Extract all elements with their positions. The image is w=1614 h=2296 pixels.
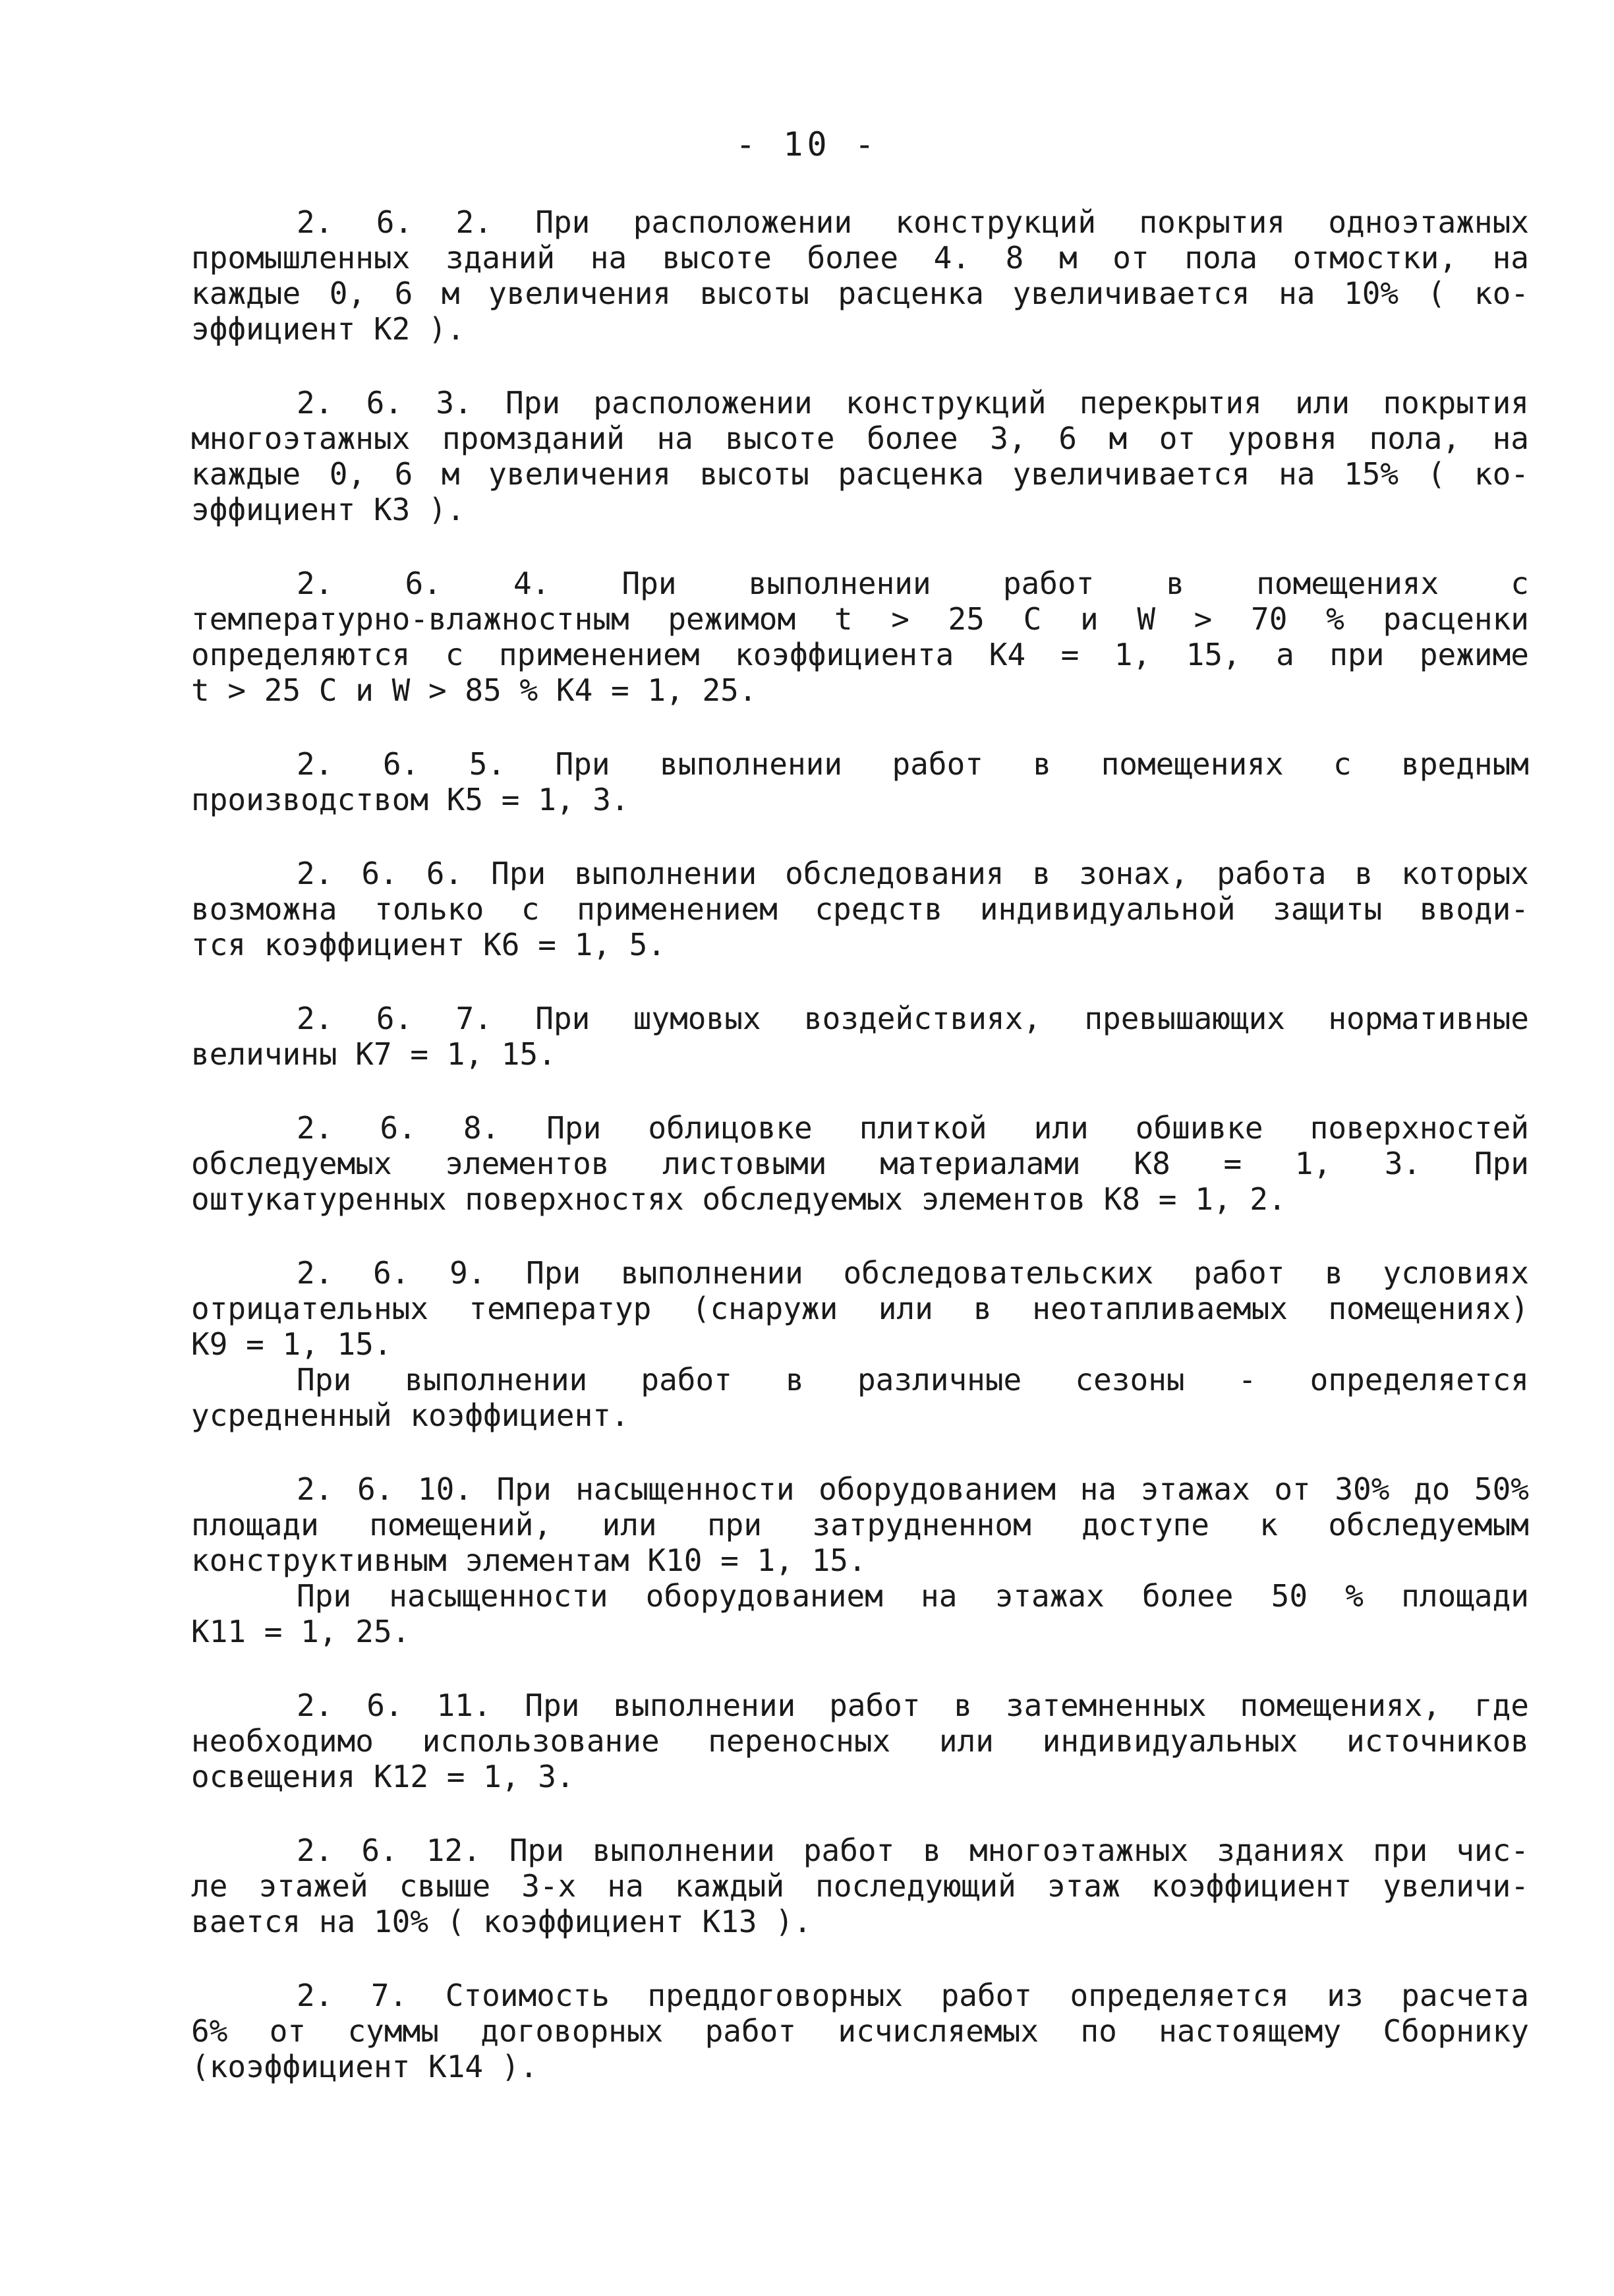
paragraph-2-6-10: [191, 1471, 1529, 1649]
paragraph-line: усредненный коэффициент.: [191, 1398, 629, 1433]
paragraph-line: 2. 6. 4. При выполнении работ в помещениях с: [297, 566, 1529, 601]
paragraph-2-6-6: [191, 856, 1529, 962]
paragraph-line: возможна только с применением средств индивидуальной защиты вводи-: [191, 891, 1529, 927]
paragraph-line: промышленных зданий на высоте более 4. 8 м от пола отмостки, на: [191, 240, 1529, 276]
paragraph-line: t > 25 С и W > 85 % К4 = 1, 25.: [191, 672, 757, 708]
paragraph-line: тся коэффициент К6 = 1, 5.: [191, 927, 666, 962]
paragraph-line: 2. 6. 7. При шумовых воздействиях, превышающих нормативные: [297, 1001, 1529, 1036]
paragraph-2-6-5: [191, 746, 1529, 817]
paragraph-line: площади помещений, или при затрудненном доступе к обследуемым: [191, 1507, 1529, 1543]
paragraph-line: При выполнении работ в различные сезоны - определяется: [297, 1362, 1529, 1398]
paragraph-2-6-2: [191, 204, 1529, 347]
paragraph-line: вается на 10% ( коэффициент К13 ).: [191, 1904, 812, 1939]
paragraph-line: оштукатуренных поверхностях обследуемых элементов К8 = 1, 2.: [191, 1181, 1286, 1217]
paragraph-line: необходимо использование переносных или индивидуальных источников: [191, 1723, 1529, 1759]
paragraph-2-6-3: [191, 385, 1529, 527]
paragraph-line: температурно-влажностным режимом t > 25 С и W > 70 % расценки: [191, 601, 1529, 637]
paragraph-line: 6% от суммы договорных работ исчисляемых по настоящему Сборнику: [191, 2013, 1529, 2049]
paragraph-line: эффициент К3 ).: [191, 492, 465, 527]
paragraph-line: определяются с применением коэффициента К4 = 1, 15, а при режиме: [191, 637, 1529, 672]
paragraph-line: каждые 0, 6 м увеличения высоты расценка увеличивается на 15% ( ко-: [191, 456, 1529, 492]
paragraph-line: 2. 6. 6. При выполнении обследования в зонах, работа в которых: [297, 856, 1529, 891]
paragraph-2-7: [191, 1978, 1529, 2084]
paragraph-line: При насыщенности оборудованием на этажах более 50 % площади: [297, 1578, 1529, 1614]
paragraph-line: К9 = 1, 15.: [191, 1326, 392, 1362]
paragraph-line: эффициент К2 ).: [191, 311, 465, 347]
paragraph-line: (коэффициент К14 ).: [191, 2049, 538, 2084]
paragraph-line: 2. 6. 3. При расположении конструкций перекрытия или покрытия: [297, 385, 1529, 421]
paragraph-2-6-8: [191, 1110, 1529, 1217]
paragraph-line: 2. 6. 9. При выполнении обследовательских работ в условиях: [297, 1255, 1529, 1291]
paragraph-line: обследуемых элементов листовыми материалами К8 = 1, 3. При: [191, 1146, 1529, 1181]
paragraph-line: 2. 7. Стоимость преддоговорных работ определяется из расчета: [297, 1978, 1529, 2013]
paragraph-line: ле этажей свыше 3-х на каждый последующий этаж коэффициент увеличи-: [191, 1868, 1529, 1904]
paragraph-line: отрицательных температур (снаружи или в неотапливаемых помещениях): [191, 1291, 1529, 1326]
paragraph-line: 2. 6. 5. При выполнении работ в помещениях с вредным: [297, 746, 1529, 782]
paragraph-2-6-4: [191, 566, 1529, 708]
paragraph-line: 2. 6. 8. При облицовке плиткой или обшивке поверхностей: [297, 1110, 1529, 1146]
paragraph-line: конструктивным элементам К10 = 1, 15.: [191, 1543, 867, 1578]
paragraph-line: 2. 6. 11. При выполнении работ в затемненных помещениях, где: [297, 1688, 1529, 1723]
paragraph-line: 2. 6. 2. При расположении конструкций покрытия одноэтажных: [297, 204, 1529, 240]
paragraph-2-6-7: [191, 1001, 1529, 1072]
paragraph-line: 2. 6. 10. При насыщенности оборудованием на этажах от 30% до 50%: [297, 1471, 1529, 1507]
paragraph-2-6-12: [191, 1833, 1529, 1939]
document-body: [191, 204, 1529, 2123]
page-number: - 10 -: [735, 125, 879, 163]
paragraph-line: освещения К12 = 1, 3.: [191, 1759, 575, 1794]
paragraph-line: К11 = 1, 25.: [191, 1614, 411, 1649]
paragraph-line: каждые 0, 6 м увеличения высоты расценка увеличивается на 10% ( ко-: [191, 276, 1529, 311]
paragraph-2-6-11: [191, 1688, 1529, 1794]
paragraph-line: величины К7 = 1, 15.: [191, 1036, 556, 1072]
paragraph-2-6-9: [191, 1255, 1529, 1433]
paragraph-line: 2. 6. 12. При выполнении работ в многоэтажных зданиях при чис-: [297, 1833, 1529, 1868]
paragraph-line: производством К5 = 1, 3.: [191, 782, 629, 817]
paragraph-line: многоэтажных промзданий на высоте более 3, 6 м от уровня пола, на: [191, 421, 1529, 456]
